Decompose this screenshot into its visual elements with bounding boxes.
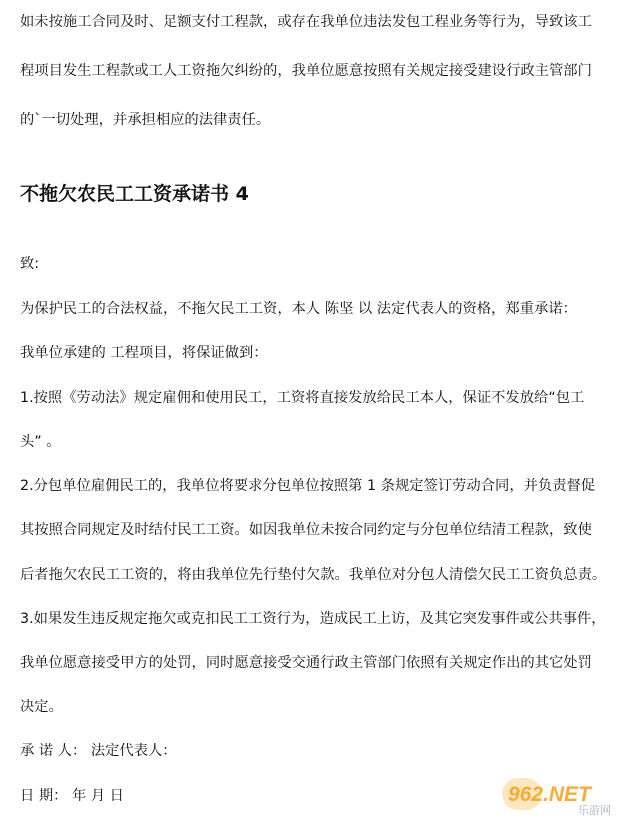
- item3-line-2: 我单位愿意接受甲方的处罚，同时愿意接受交通行政主管部门依照有关规定作出的其它处罚: [20, 655, 592, 671]
- item1-line-2: 头” 。: [20, 434, 61, 450]
- intro-line-1: 如未按施工合同及时、足额支付工程款，或存在我单位违法发包工程业务等行为，导致该工: [20, 14, 592, 30]
- watermark-logo: [500, 772, 636, 818]
- guarantee: 我单位承建的 工程项目，将保证做到：: [20, 345, 268, 361]
- salutation: 致:: [20, 256, 40, 272]
- date-line: 日 期： 年 月 日: [20, 788, 124, 804]
- intro-line-3: 的`一切处理，并承担相应的法律责任。: [20, 112, 271, 128]
- item2-line-1: 2.分包单位雇佣民工的，我单位将要求分包单位按照第 1 条规定签订劳动合同，并负责督促: [20, 478, 596, 494]
- watermark-brand: 962.NET: [508, 783, 591, 806]
- item3-line-1: 3.如果发生违反规定拖欠或克扣民工工资行为，造成民工上访，及其它突发事件或公共事件，: [20, 611, 606, 627]
- watermark-sub: 乐游网: [578, 804, 611, 817]
- section-title: 不拖欠农民工工资承诺书 4: [20, 183, 249, 205]
- signature-line: 承 诺 人： 法定代表人：: [20, 743, 177, 759]
- statement: 为保护民工的合法权益，不拖欠民工工资，本人 陈坚 以 法定代表人的资格，郑重承诺：: [20, 301, 577, 317]
- item2-line-2: 其按照合同规定及时结付民工工资。如因我单位未按合同约定与分包单位结清工程款，致使: [20, 522, 592, 538]
- watermark-logo-graphic: [500, 772, 636, 818]
- intro-line-2: 程项目发生工程款或工人工资拖欠纠纷的，我单位愿意按照有关规定接受建设行政主管部门: [20, 63, 592, 79]
- item1-line-1: 1.按照《劳动法》规定雇佣和使用民工，工资将直接发放给民工本人，保证不发放给“包工: [20, 390, 585, 406]
- item3-line-3: 决定。: [20, 699, 63, 715]
- item2-line-3: 后者拖欠农民工工资的，将由我单位先行垫付欠款。我单位对分包人清偿欠民工工资负总责。: [20, 567, 607, 583]
